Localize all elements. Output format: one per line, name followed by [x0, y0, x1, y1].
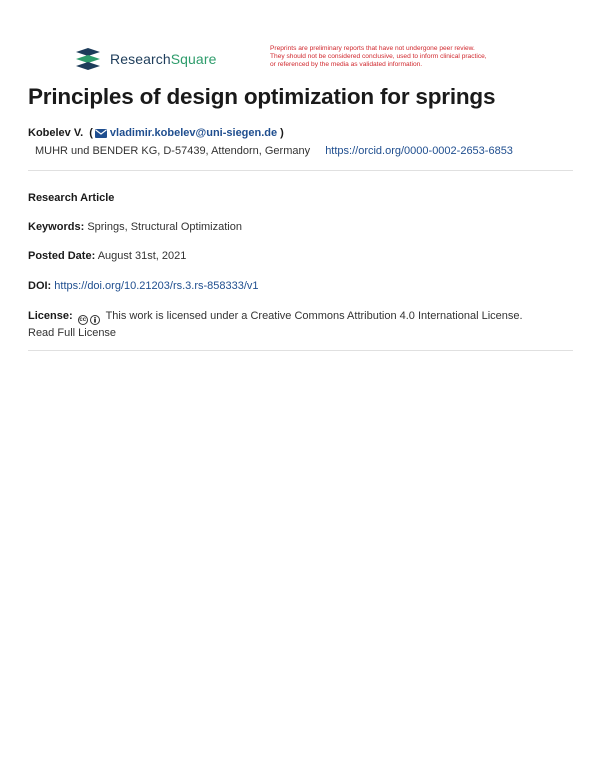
affiliation-line [35, 145, 513, 157]
article-type: Research Article [28, 192, 115, 204]
cc-license-icons[interactable] [78, 315, 100, 325]
license-row: License: cc This work is licensed under a Creative Commons Attribution 4.0 International License. [28, 310, 523, 323]
logo-text: ResearchSquare [110, 51, 217, 67]
read-full-license-link[interactable]: Read Full License [28, 327, 117, 339]
author-line: Kobelev V. ( vladimir.kobelev@uni-siegen.de ) [28, 127, 284, 139]
keywords-row: Keywords: Springs, Structural Optimization [28, 221, 242, 233]
divider-bottom [28, 350, 573, 351]
research-square-logo[interactable] [74, 48, 216, 70]
author-email-link[interactable]: vladimir.kobelev@uni-siegen.de [93, 127, 277, 139]
orcid-link[interactable]: https://orcid.org/0000-0002-2653-6853 [325, 145, 513, 157]
cc-by-icon [90, 315, 100, 325]
logo-mark-icon [74, 48, 102, 70]
preprint-notice: Preprints are preliminary reports that have not undergone peer review. They should not be considered conclusive, used to inform clinical practice, or referenced by the media as validated information. [270, 45, 487, 68]
doi-row: DOI: https://doi.org/10.21203/rs.3.rs-858333/v1 [28, 280, 259, 292]
cc-icon: cc [79, 317, 87, 323]
envelope-icon [95, 129, 107, 138]
posted-date: August 31st, 2021 [97, 250, 187, 262]
paper-title: Principles of design optimization for springs [28, 84, 496, 109]
divider-top [28, 170, 573, 171]
doi-link[interactable]: https://doi.org/10.21203/rs.3.rs-858333/v1 [54, 280, 259, 292]
posted-date-row: Posted Date: August 31st, 2021 [28, 250, 187, 262]
affiliation: MUHR und BENDER KG, D-57439, Attendorn, Germany [35, 145, 311, 157]
keywords: Springs, Structural Optimization [87, 221, 242, 233]
author-name: Kobelev V. [28, 127, 84, 139]
license-text: This work is licensed under a Creative Commons Attribution 4.0 International License. [105, 310, 523, 322]
